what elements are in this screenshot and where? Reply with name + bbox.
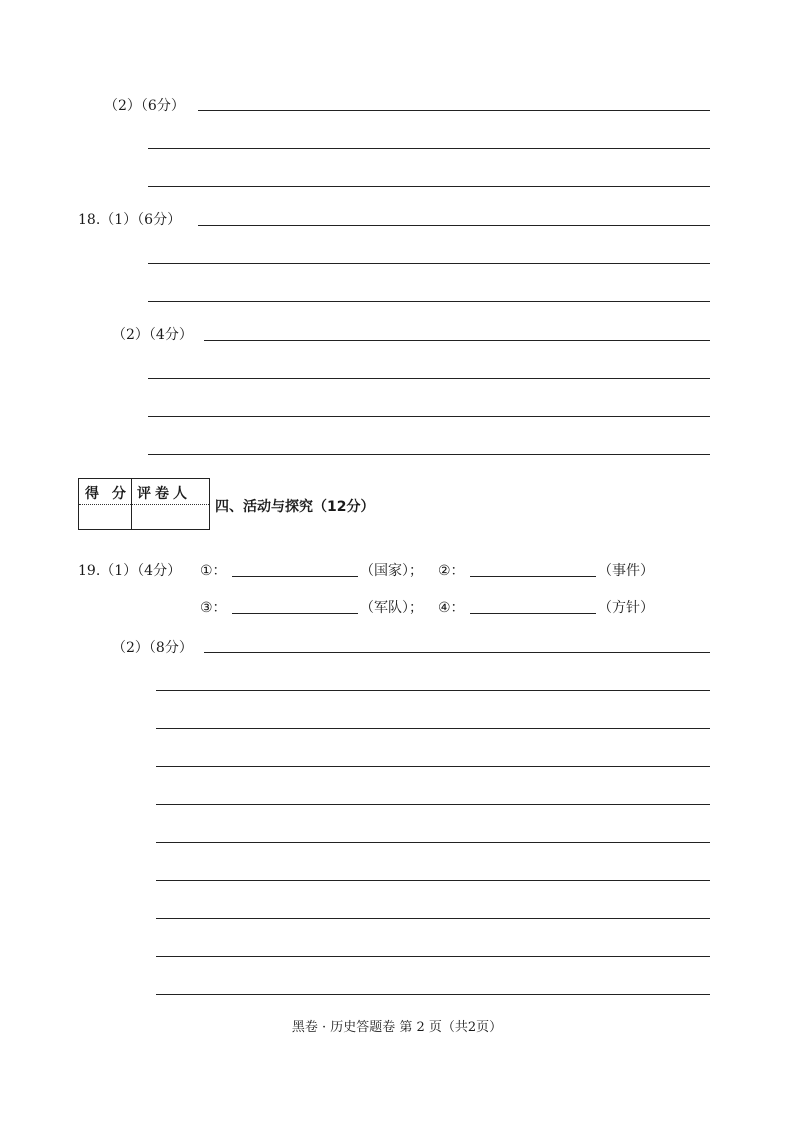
blank2-input[interactable]	[470, 576, 596, 577]
blank4-label: ④：	[438, 600, 465, 616]
q17-part2-label: （2）（6分）	[104, 98, 185, 114]
score-header: 得 分	[85, 486, 130, 502]
blank1-input[interactable]	[232, 576, 358, 577]
answer-line[interactable]	[204, 652, 710, 653]
blank2-label: ②：	[438, 563, 465, 579]
blank3-input[interactable]	[232, 613, 358, 614]
answer-line[interactable]	[156, 918, 710, 919]
blank3-hint: （军队）；	[360, 600, 423, 616]
answer-line[interactable]	[198, 110, 710, 111]
answer-line[interactable]	[148, 416, 710, 417]
blank1-label: ①：	[200, 563, 227, 579]
answer-line[interactable]	[156, 728, 710, 729]
score-box	[78, 478, 210, 530]
q18-part2-label: （2）（4分）	[112, 327, 193, 343]
score-box-row-divider	[79, 504, 209, 505]
answer-line[interactable]	[148, 263, 710, 264]
q19-part2-label: （2）（8分）	[112, 640, 193, 656]
q18-part1-label: 18.（1）（6分）	[78, 212, 182, 228]
answer-line[interactable]	[204, 340, 710, 341]
answer-line[interactable]	[148, 454, 710, 455]
answer-line[interactable]	[198, 225, 710, 226]
page-footer: 黑卷 · 历史答题卷 第 2 页（共2页）	[291, 1020, 503, 1035]
blank1-hint: （国家）；	[360, 563, 423, 579]
answer-line[interactable]	[156, 690, 710, 691]
answer-line[interactable]	[156, 956, 710, 957]
section-title: 四、活动与探究（12分）	[215, 499, 375, 515]
blank3-label: ③：	[200, 600, 227, 616]
blank2-hint: （事件）	[598, 563, 654, 579]
answer-line[interactable]	[156, 842, 710, 843]
answer-line[interactable]	[148, 378, 710, 379]
blank4-hint: （方针）	[598, 600, 654, 616]
answer-line[interactable]	[148, 301, 710, 302]
answer-line[interactable]	[156, 766, 710, 767]
answer-line[interactable]	[156, 880, 710, 881]
answer-line[interactable]	[156, 994, 710, 995]
answer-line[interactable]	[156, 804, 710, 805]
q19-part1-label: 19.（1）（4分）	[78, 563, 182, 579]
answer-line[interactable]	[148, 148, 710, 149]
answer-line[interactable]	[148, 186, 710, 187]
grader-header: 评卷人	[137, 486, 191, 502]
blank4-input[interactable]	[470, 613, 596, 614]
